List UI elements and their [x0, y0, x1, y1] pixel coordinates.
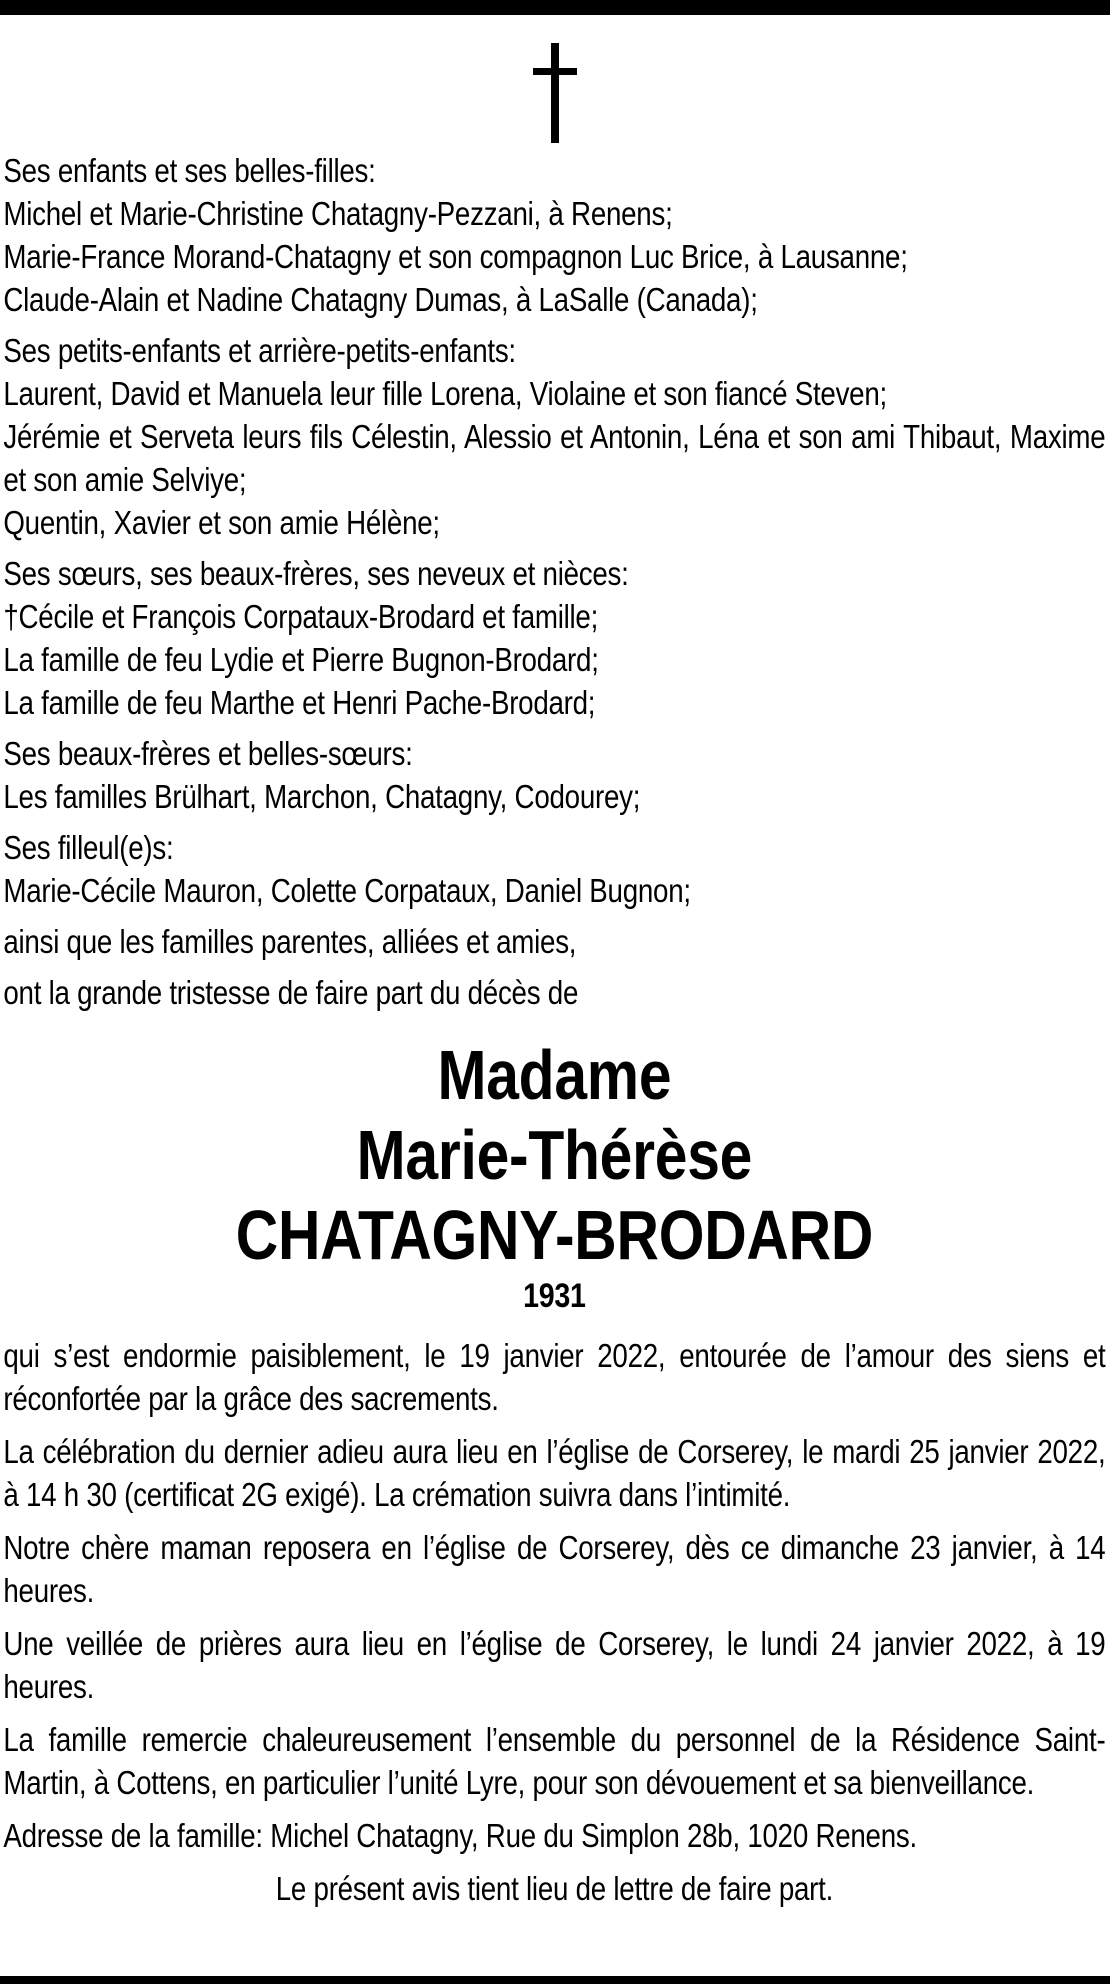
relative-group	[3, 826, 1105, 912]
bottom-border-rule	[0, 1976, 1110, 1984]
relative-group-heading: Ses petits-enfants et arrière-petits-enfants:	[3, 332, 516, 369]
relative-entry: Claude-Alain et Nadine Chatagny Dumas, à LaSalle (Canada);	[3, 281, 758, 318]
relative-entry: †Cécile et François Corpataux-Brodard et famille;	[3, 598, 599, 635]
relative-entry: La famille de feu Lydie et Pierre Bugnon-Brodard;	[3, 641, 599, 678]
relative-group	[3, 149, 1105, 321]
relative-group	[3, 552, 1105, 724]
announcement-paragraph: La célébration du dernier adieu aura lieu en l’église de Corserey, le mardi 25 janvier 2022, à 14 h 30 (certificat 2G exigé). La crémation suivra dans l’intimité.	[3, 1433, 1106, 1513]
relative-group-heading: Ses enfants et ses belles-filles:	[3, 152, 376, 189]
top-border-rule	[0, 0, 1110, 15]
announcement-paragraphs	[3, 1430, 1105, 1857]
closing-lines	[3, 920, 1105, 1014]
deceased-first-name: Marie-Thérèse	[356, 1116, 753, 1194]
relative-group	[3, 732, 1105, 818]
relative-group-heading: Ses beaux-frères et belles-sœurs:	[3, 735, 413, 772]
birth-year: 1931	[523, 1277, 586, 1315]
relative-entry: Les familles Brülhart, Marchon, Chatagny, Codourey;	[3, 778, 641, 815]
announcement-paragraph: Notre chère maman reposera en l’église de Corserey, dès ce dimanche 23 janvier, à 14 heures.	[3, 1529, 1106, 1609]
relatives-list	[3, 149, 1105, 912]
relative-entry: Quentin, Xavier et son amie Hélène;	[3, 504, 440, 541]
closing-line-group	[3, 920, 1105, 963]
cross-vertical-beam	[551, 43, 559, 143]
closing-line-group	[3, 971, 1105, 1014]
relative-group	[3, 329, 1105, 544]
relative-entry: La famille de feu Marthe et Henri Pache-Brodard;	[3, 684, 596, 721]
relative-group-heading: Ses sœurs, ses beaux-frères, ses neveux et nièces:	[3, 555, 629, 592]
footer-line: Le présent avis tient lieu de lettre de faire part.	[275, 1870, 834, 1907]
cross-icon	[533, 43, 577, 143]
relative-entry: Jérémie et Serveta leurs fils Célestin, Alessio et Antonin, Léna et son ami Thibaut, Maxime et son amie Selviye;	[3, 418, 1106, 498]
announcement-paragraph: Une veillée de prières aura lieu en l’église de Corserey, le lundi 24 janvier 2022, à 19 heures.	[3, 1625, 1106, 1705]
relative-entry: Marie-France Morand-Chatagny et son compagnon Luc Brice, à Lausanne;	[3, 238, 908, 275]
relative-entry: Marie-Cécile Mauron, Colette Corpataux, Daniel Bugnon;	[3, 872, 691, 909]
closing-line: ont la grande tristesse de faire part du décès de	[3, 974, 579, 1011]
announcement-paragraph: Adresse de la famille: Michel Chatagny, Rue du Simplon 28b, 1020 Renens.	[3, 1817, 917, 1854]
deceased-title: Madame	[437, 1036, 672, 1114]
closing-line: ainsi que les familles parentes, alliées et amies,	[3, 923, 577, 960]
cross-horizontal-beam	[533, 68, 577, 75]
deceased-last-name: CHATAGNY-BRODARD	[235, 1196, 874, 1274]
death-paragraph: qui s’est endormie paisiblement, le 19 janvier 2022, entourée de l’amour des siens et réconfortée par la grâce des sacrements.	[3, 1337, 1106, 1417]
relative-group-heading: Ses filleul(e)s:	[3, 829, 174, 866]
notice-body	[0, 149, 1109, 1910]
relative-entry: Laurent, David et Manuela leur fille Lorena, Violaine et son fiancé Steven;	[3, 375, 887, 412]
relative-entry: Michel et Marie-Christine Chatagny-Pezzani, à Renens;	[3, 195, 673, 232]
announcement-paragraph: La famille remercie chaleureusement l’ensemble du personnel de la Résidence Saint-Martin, à Cottens, en particulier l’unité Lyre, pour son dévouement et sa bienveillance.	[3, 1721, 1106, 1801]
deceased-name-block	[3, 1035, 1105, 1318]
